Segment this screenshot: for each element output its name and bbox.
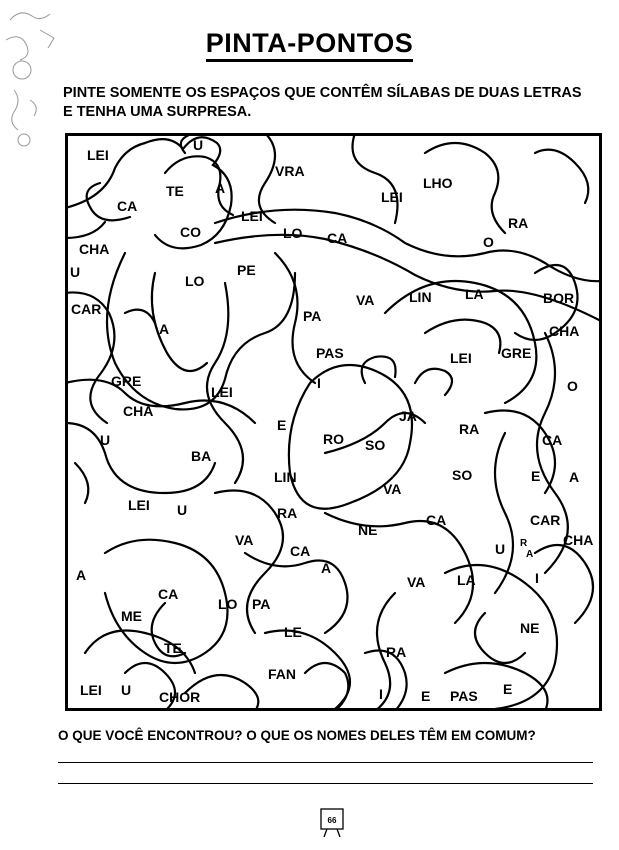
syllable-label: CA [290,543,311,559]
syllable-label: BA [191,448,212,464]
syllable-label: CHA [123,403,154,419]
syllable-label: RA [508,215,529,231]
syllable-label: CO [180,224,201,240]
syllable-label: E [277,417,287,433]
syllable-label: RA [277,505,298,521]
answer-line-1[interactable] [58,762,593,763]
syllable-label: SO [365,437,386,453]
syllable-label: CAR [530,512,561,528]
syllable-label: SO [452,467,473,483]
syllable-label: U [193,137,204,153]
syllable-label: RA [386,644,407,660]
syllable-label: A [569,469,580,485]
syllable-label: LA [457,572,476,588]
instructions-line-2: E TENHA UMA SURPRESA. [63,104,252,120]
syllable-label: I [317,375,321,391]
syllable-label: CHA [549,323,580,339]
syllable-label: VRA [275,163,305,179]
syllable-label: A [215,180,226,196]
syllable-labels [70,137,593,705]
syllable-label: LHO [423,175,453,191]
syllable-label: CA [117,198,138,214]
syllable-label: PAS [316,345,344,361]
syllable-label: LIN [274,469,297,485]
answer-line-2[interactable] [58,783,593,784]
syllable-label: LO [218,596,238,612]
syllable-label: I [379,686,383,702]
instructions-line-1: PINTE SOMENTE OS ESPAÇOS QUE CONTÊM SÍLABAS DE DUAS LETRAS [63,85,582,101]
syllable-label: CAR [71,301,102,317]
syllable-label: U [177,502,188,518]
syllable-label: PA [303,308,322,324]
page-title: PINTA-PONTOS [0,28,619,59]
syllable-label: JA [399,408,417,424]
syllable-label: PE [237,262,256,278]
syllable-label: E [421,688,431,704]
syllable-label: NE [358,522,378,538]
syllable-label: A [526,549,534,560]
syllable-label: U [495,541,506,557]
page-number-badge [317,805,347,841]
syllable-label: CHA [563,532,594,548]
syllable-label: CA [327,230,348,246]
syllable-label: LO [283,225,303,241]
syllable-label: VA [407,574,426,590]
syllable-label: E [503,681,513,697]
instructions [63,84,608,122]
syllable-label: O [567,378,578,394]
syllable-label: LE [284,624,302,640]
syllable-label: A [321,560,332,576]
syllable-label: LEI [241,208,263,224]
syllable-label: NE [520,620,540,636]
syllable-label: PA [252,596,271,612]
syllable-label: RO [323,431,344,447]
syllable-label: BOR [543,290,575,306]
syllable-label: VA [235,532,254,548]
syllable-label: GRE [111,373,142,389]
syllable-label: LO [185,273,205,289]
coloring-puzzle [65,133,602,711]
syllable-label: U [70,264,81,280]
syllable-label: RA [459,421,480,437]
syllable-label: A [159,321,170,337]
syllable-label: U [121,682,132,698]
syllable-label: GRE [501,345,532,361]
syllable-label: TE [166,183,184,199]
syllable-label: CA [426,512,447,528]
syllable-label: TE [164,640,182,656]
question-text: O QUE VOCÊ ENCONTROU? O QUE OS NOMES DELES TÊM EM COMUM? [58,728,536,743]
syllable-label: ME [121,608,142,624]
syllable-label: VA [356,292,375,308]
syllable-label: VA [383,481,402,497]
syllable-label: LEI [87,147,109,163]
syllable-label: LEI [211,384,233,400]
syllable-label: CHOR [159,689,201,705]
syllable-label: A [76,567,87,583]
syllable-label: FAN [268,666,296,682]
syllable-label: LEI [450,350,472,366]
syllable-label: CHA [79,241,110,257]
syllable-label: U [100,432,111,448]
syllable-label: CA [158,586,179,602]
syllable-label: CA [542,432,563,448]
syllable-label: PAS [450,688,478,704]
syllable-label: LEI [128,497,150,513]
syllable-label: I [535,570,539,586]
syllable-label: O [483,234,494,250]
syllable-label: LIN [409,289,432,305]
syllable-label: LEI [381,189,403,205]
syllable-label: LA [465,286,484,302]
page-number: 66 [327,816,337,825]
syllable-label: E [531,468,541,484]
syllable-label: R [520,538,528,549]
syllable-label: LEI [80,682,102,698]
